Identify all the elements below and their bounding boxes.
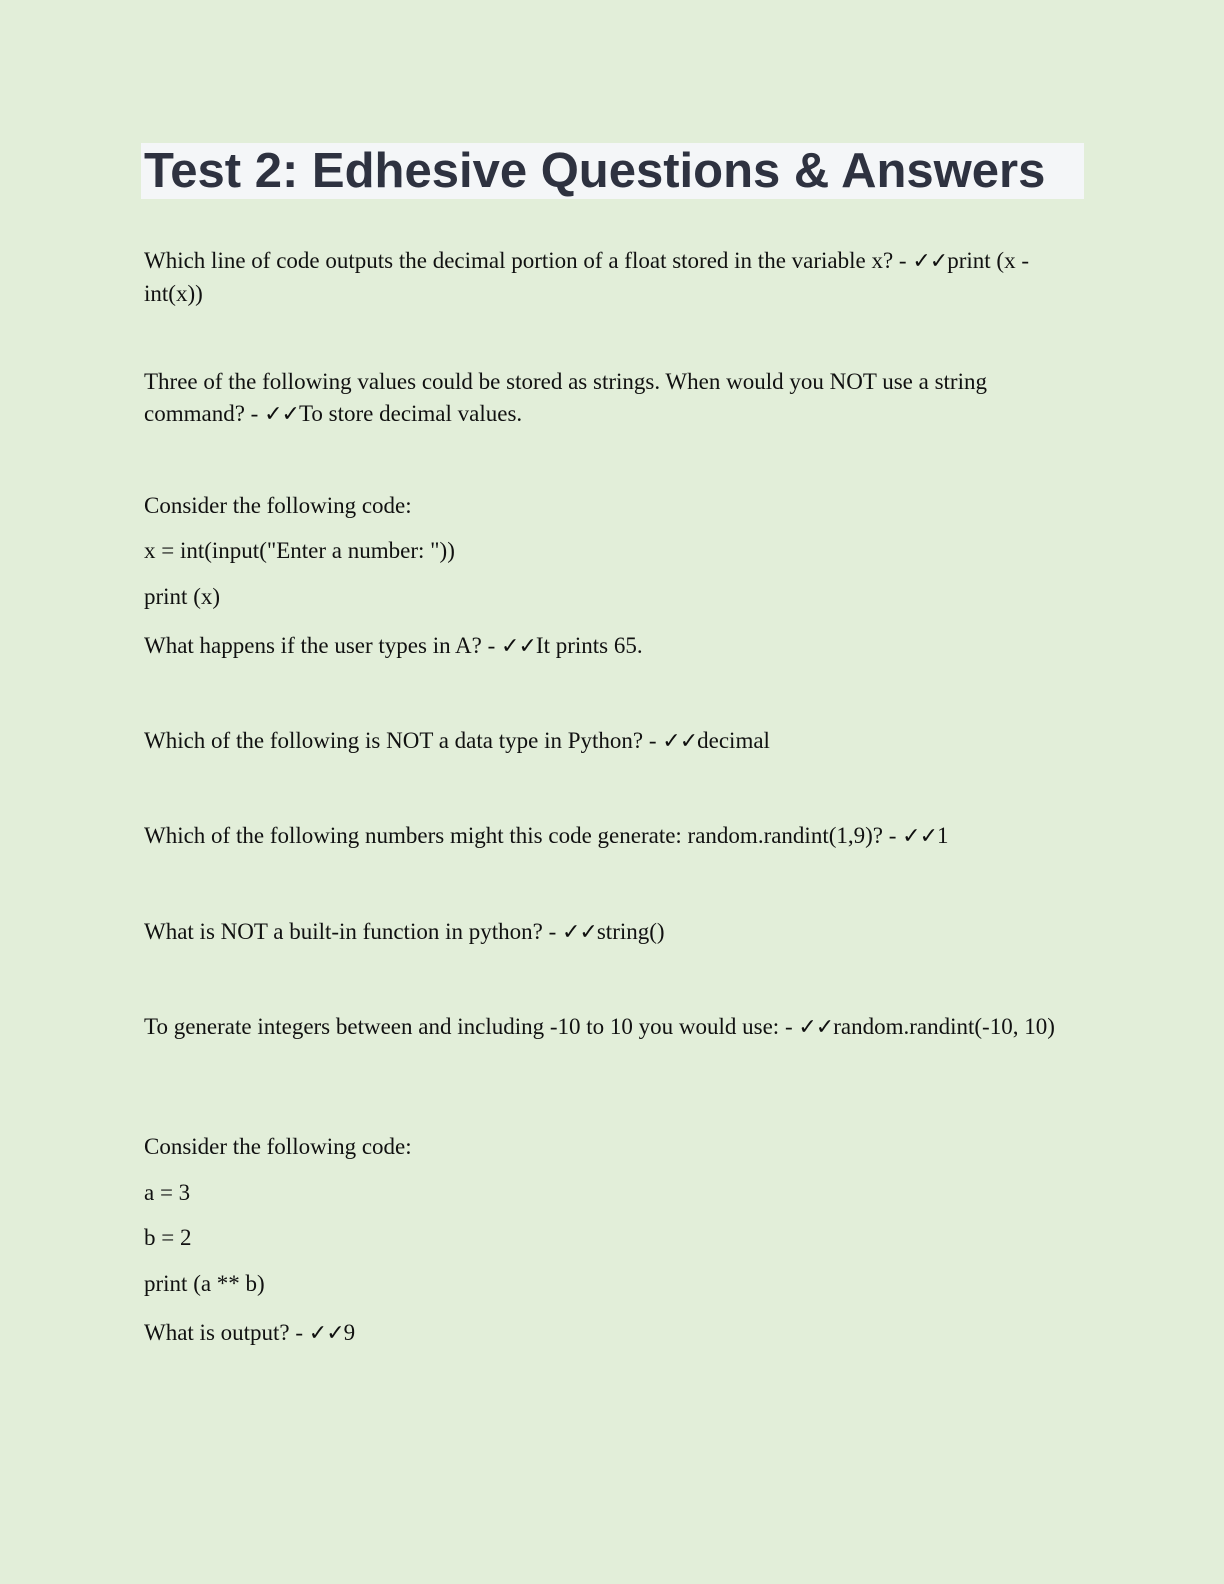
code-line: print (x) — [144, 584, 221, 609]
answer-text: 1 — [937, 823, 949, 848]
question-text: To generate integers between and including -10 to 10 you would use: - — [144, 1014, 799, 1039]
qa-item-8 — [144, 1317, 1084, 1350]
answer-text: It prints 65. — [535, 633, 643, 658]
checkmark-icon: ✓✓ — [264, 402, 299, 427]
qa-item-1 — [144, 245, 1084, 310]
checkmark-icon: ✓✓ — [902, 824, 938, 849]
question-text: What is NOT a built-in function in python? - — [144, 919, 562, 944]
code-line: a = 3 — [144, 1180, 191, 1205]
checkmark-icon: ✓✓ — [662, 729, 698, 754]
question-text: What is output? - — [144, 1320, 309, 1345]
question-text: What happens if the user types in A? - — [144, 633, 502, 658]
question-text: Which of the following is NOT a data type in Python? - — [144, 728, 663, 753]
qa-item-6 — [144, 916, 1084, 949]
question-text: Which line of code outputs the decimal portion of a float stored in the variable x? - — [144, 248, 913, 273]
code-line: print (a ** b) — [144, 1271, 265, 1296]
answer-text: string() — [596, 919, 665, 944]
checkmark-icon: ✓✓ — [798, 1015, 834, 1040]
code-intro: Consider the following code: — [144, 1134, 412, 1159]
answer-text: To store decimal values. — [298, 401, 523, 426]
question-text: Three of the following values could be stored as strings. When would you NOT use a string command? - — [144, 369, 987, 426]
answer-text: decimal — [697, 728, 770, 753]
question-text: Which of the following numbers might this code generate: random.randint(1,9)? - — [144, 823, 903, 848]
answer-text: random.randint(-10, 10) — [833, 1014, 1055, 1039]
code-intro: Consider the following code: — [144, 493, 412, 518]
qa-item-5 — [144, 820, 1084, 853]
checkmark-icon: ✓✓ — [912, 249, 948, 274]
answer-text: 9 — [343, 1320, 356, 1345]
qa-item-4 — [144, 725, 1084, 758]
checkmark-icon: ✓✓ — [561, 920, 597, 945]
code-line: x = int(input("Enter a number: ")) — [144, 538, 455, 563]
checkmark-icon: ✓✓ — [308, 1321, 344, 1346]
qa-item-3 — [144, 630, 1084, 663]
checkmark-icon: ✓✓ — [501, 634, 536, 659]
page-title: Test 2: Edhesive Questions & Answers — [144, 144, 1046, 198]
qa-item-7 — [144, 1011, 1084, 1044]
code-line: b = 2 — [144, 1225, 192, 1250]
answer-text: print (x - int(x)) — [144, 248, 1029, 306]
qa-item-2 — [144, 366, 1084, 431]
